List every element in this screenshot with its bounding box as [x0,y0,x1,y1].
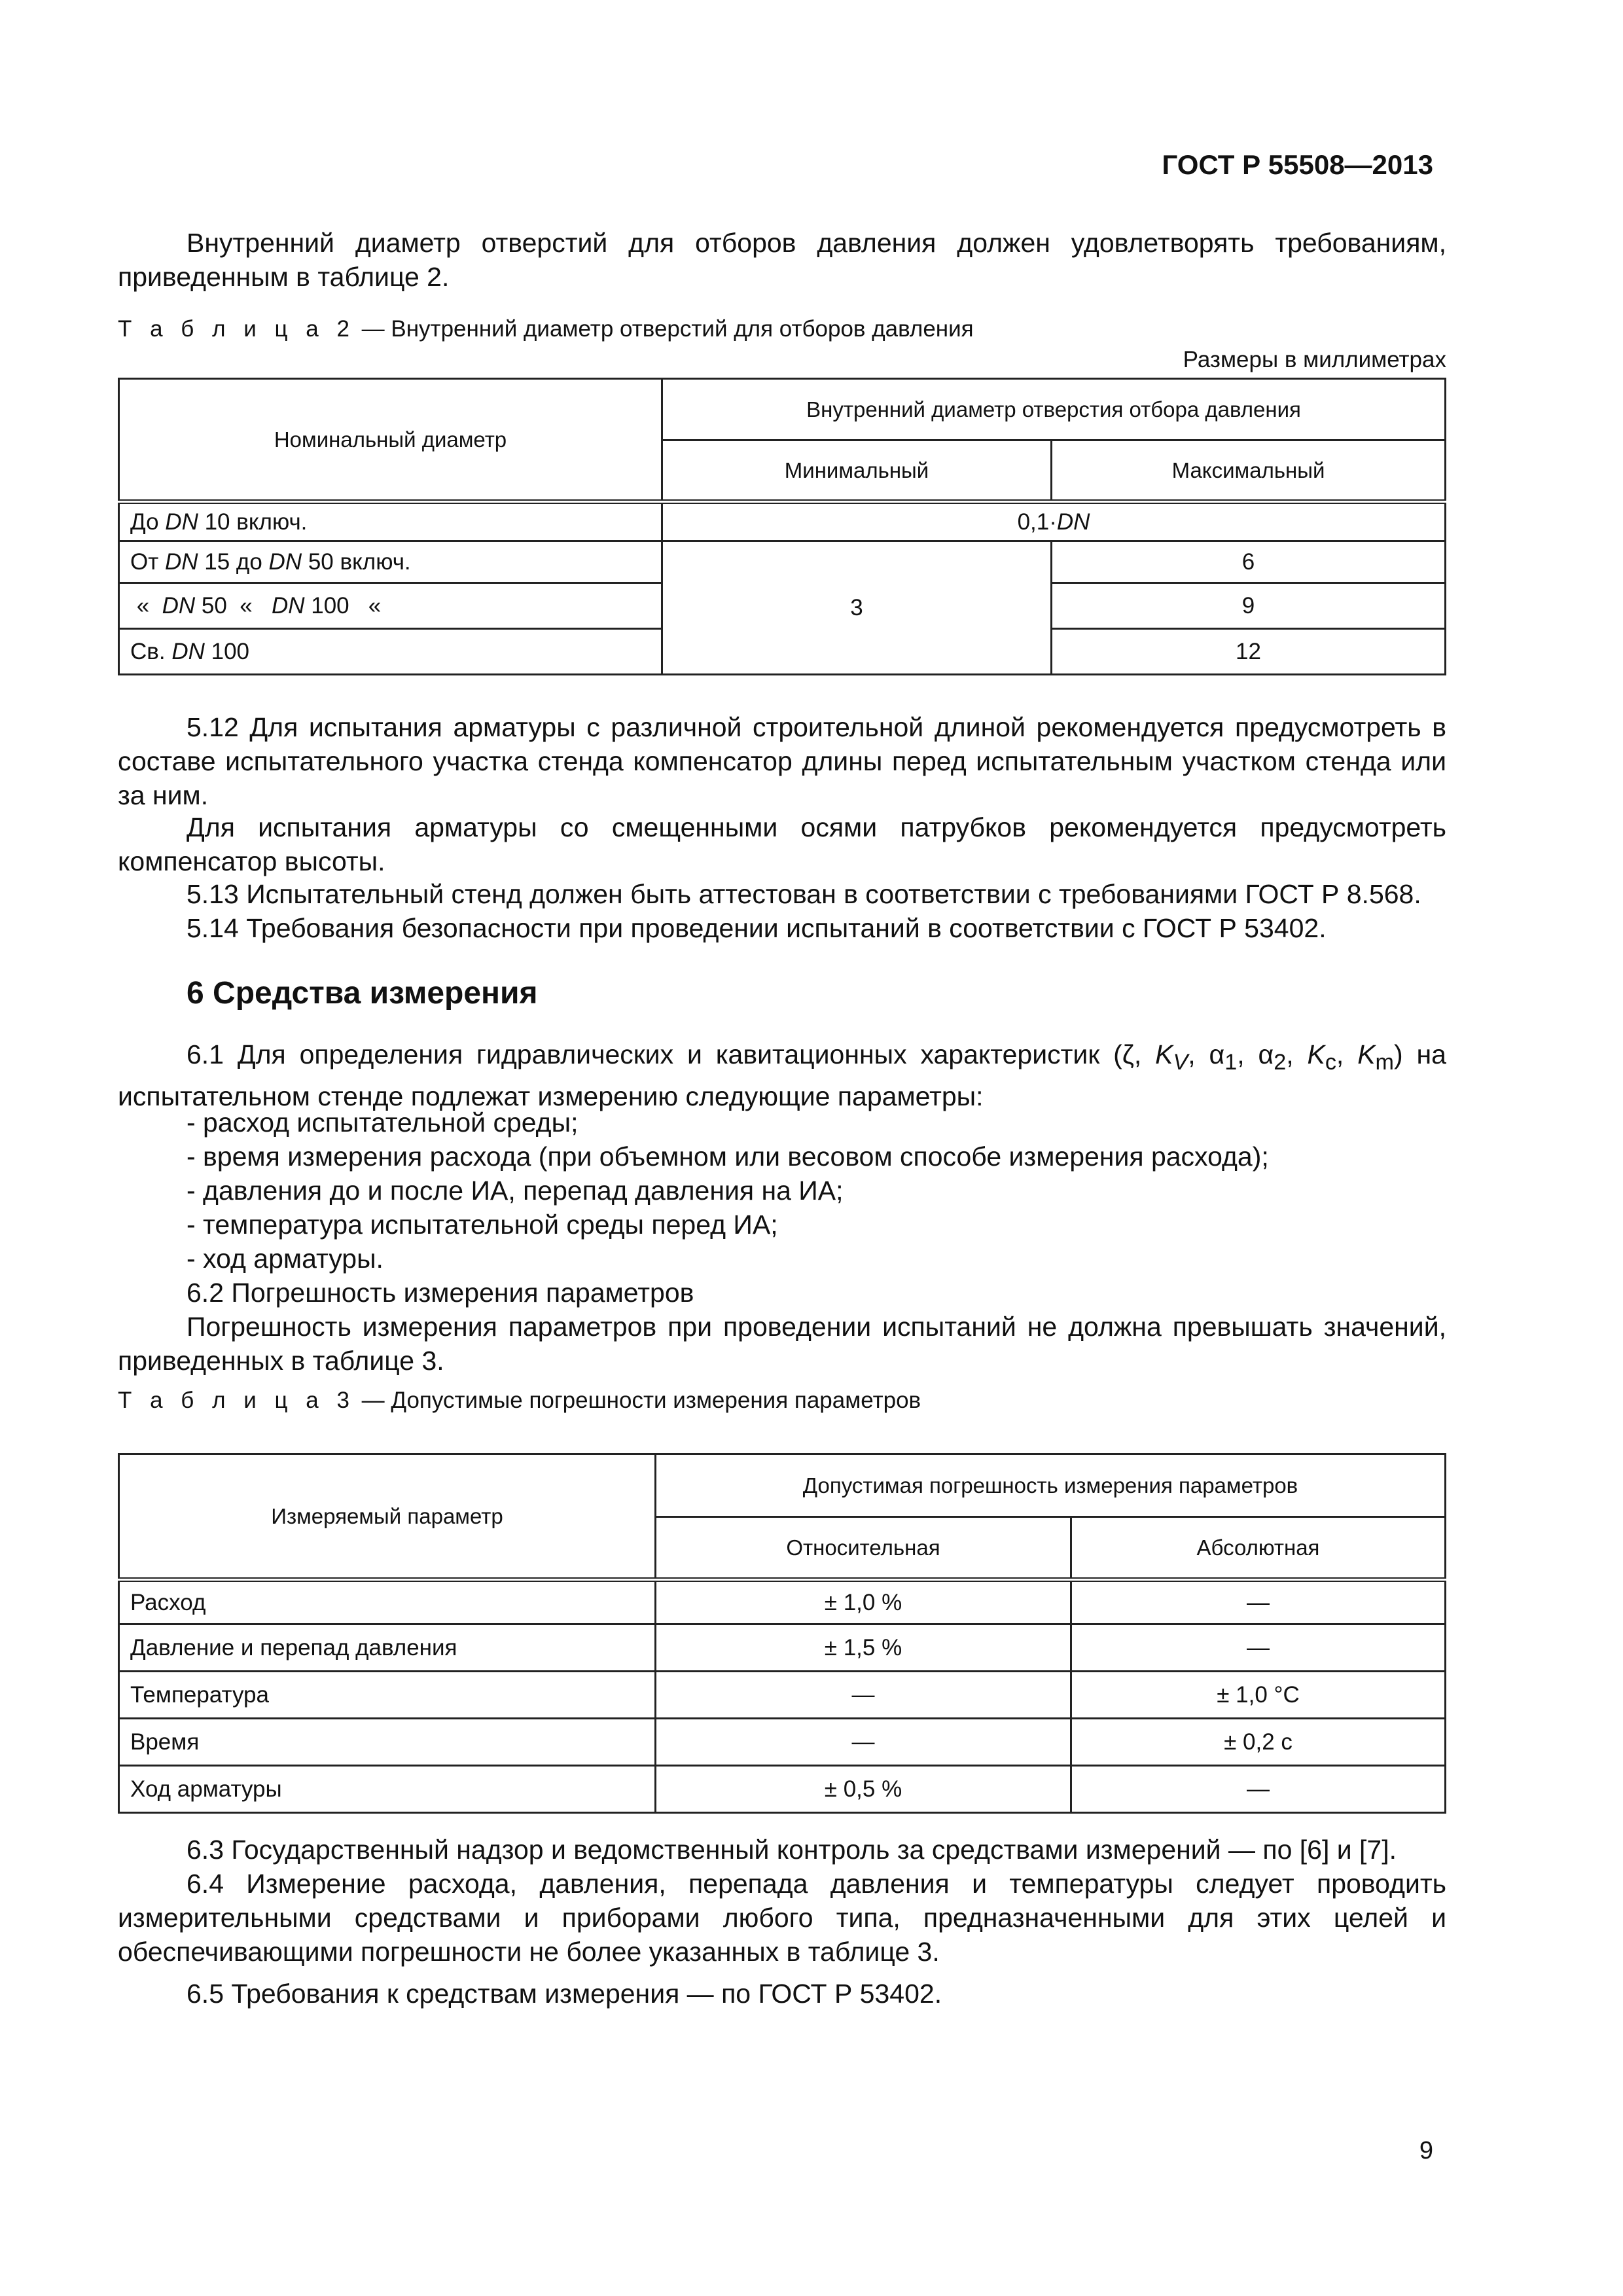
table3-abs-value: ± 1,0 °C [1071,1672,1446,1719]
clause-5-12-continued: Для испытания арматуры со смещенными осями патрубков рекомендуется предусмотреть компенсатор высоты. [118,812,1446,876]
list-item: - давления до и после ИА, перепад давления на ИА; [187,1175,844,1206]
table3-header-group: Допустимая погрешность измерения параметров [656,1454,1446,1517]
clause-6-2: 6.2 Погрешность измерения параметров [187,1278,694,1308]
table3-caption-text: — Допустимые погрешности измерения параметров [355,1388,921,1413]
table3-rel-value: ± 1,5 % [656,1624,1071,1672]
clause-5-12: 5.12 Для испытания арматуры с различной строительной длиной рекомендуется предусмотреть в составе испытательного участка стенда компенсатор длины перед испытательным участком стенда или за ним. [118,712,1446,810]
clause-5-13: 5.13 Испытательный стенд должен быть аттестован в соответствии с требованиями ГОСТ Р 8.568. [187,879,1421,909]
table2-param: До DN 10 включ. [119,502,662,541]
table2-param: От DN 15 до DN 50 включ. [119,541,662,583]
page-number: 9 [1419,2137,1433,2164]
table3-header-rel: Относительная [656,1517,1071,1580]
clause-6-5: 6.5 Требования к средствам измерения — по ГОСТ Р 53402. [187,1979,942,2009]
list-item: - температура испытательной среды перед ИА; [187,1210,778,1240]
table-row [119,1580,1446,1624]
table2-header-nominal: Номинальный диаметр [119,379,662,502]
table3-rel-value: ± 0,5 % [656,1766,1071,1813]
list-item: - ход арматуры. [187,1244,383,1274]
table2-caption [118,316,974,342]
table-row [119,1624,1446,1672]
table3-caption [118,1388,921,1414]
list-item: - расход испытательной среды; [187,1107,579,1138]
table-row [119,1719,1446,1766]
table-row [119,1672,1446,1719]
clause-5-14: 5.14 Требования безопасности при проведении испытаний в соответствии с ГОСТ Р 53402. [187,913,1327,943]
intro-paragraph: Внутренний диаметр отверстий для отборов давления должен удовлетворять требованиям, приведенным в таблице 2. [118,228,1446,292]
table2-max-value: 6 [1052,541,1446,583]
table2-param: « DN 50 « DN 100 « [119,583,662,629]
clause-6-3: 6.3 Государственный надзор и ведомственный контроль за средствами измерений — по [6] и [7]. [187,1835,1397,1865]
table2-header-min: Минимальный [662,440,1052,502]
table3-param: Ход арматуры [119,1766,656,1813]
table2-min-value: 3 [662,541,1052,675]
table2 [118,378,1446,675]
table3 [118,1453,1446,1814]
list-item: - время измерения расхода (при объемном или весовом способе измерения расхода); [187,1141,1269,1172]
table3-header-param: Измеряемый параметр [119,1454,656,1580]
table-row [119,502,1446,541]
table2-param: Св. DN 100 [119,629,662,675]
standard-number: ГОСТ Р 55508—2013 [1162,149,1433,180]
table3-param: Температура [119,1672,656,1719]
table2-units-note: Размеры в миллиметрах [1183,347,1446,372]
table2-caption-text: — Внутренний диаметр отверстий для отборов давления [355,316,974,342]
table3-rel-value: ± 1,0 % [656,1580,1071,1624]
clause-6-2-text: Погрешность измерения параметров при проведении испытаний не должна превышать значений, приведенных в таблице 3. [118,1312,1446,1376]
table3-param: Расход [119,1580,656,1624]
table-row [119,541,1446,583]
table3-rel-value: — [656,1719,1071,1766]
table3-header-abs: Абсолютная [1071,1517,1446,1580]
table2-max-value: 12 [1052,629,1446,675]
table2-caption-prefix: Т а б л и ц а 2 [118,316,355,342]
table-row [119,1766,1446,1813]
section-heading: 6 Средства измерения [187,976,538,1011]
table2-max-value: 9 [1052,583,1446,629]
table3-abs-value: — [1071,1766,1446,1813]
table2-header-group: Внутренний диаметр отверстия отбора давления [662,379,1446,440]
table3-caption-prefix: Т а б л и ц а 3 [118,1388,355,1413]
table3-abs-value: — [1071,1624,1446,1672]
table3-param: Давление и перепад давления [119,1624,656,1672]
table2-header-max: Максимальный [1052,440,1446,502]
clause-6-4: 6.4 Измерение расхода, давления, перепада давления и температуры следует проводить измерительными средствами и приборами любого типа, предназначенными для этих целей и обеспечивающими погрешности не более указанных в таблице 3. [118,1869,1446,1967]
clause-6-1: 6.1 Для определения гидравлических и кавитационных характеристик (ζ, $K_V$, $\alpha_1$, $\alpha_2$, $K_c$, $K_m$) на испытательном стенде подлежат измерению следующие параметры: [118,1039,1446,1112]
table3-param: Время [119,1719,656,1766]
table2-merged-value: 0,1·DN [662,502,1446,541]
table3-rel-value: — [656,1672,1071,1719]
table3-abs-value: ± 0,2 с [1071,1719,1446,1766]
table3-abs-value: — [1071,1580,1446,1624]
